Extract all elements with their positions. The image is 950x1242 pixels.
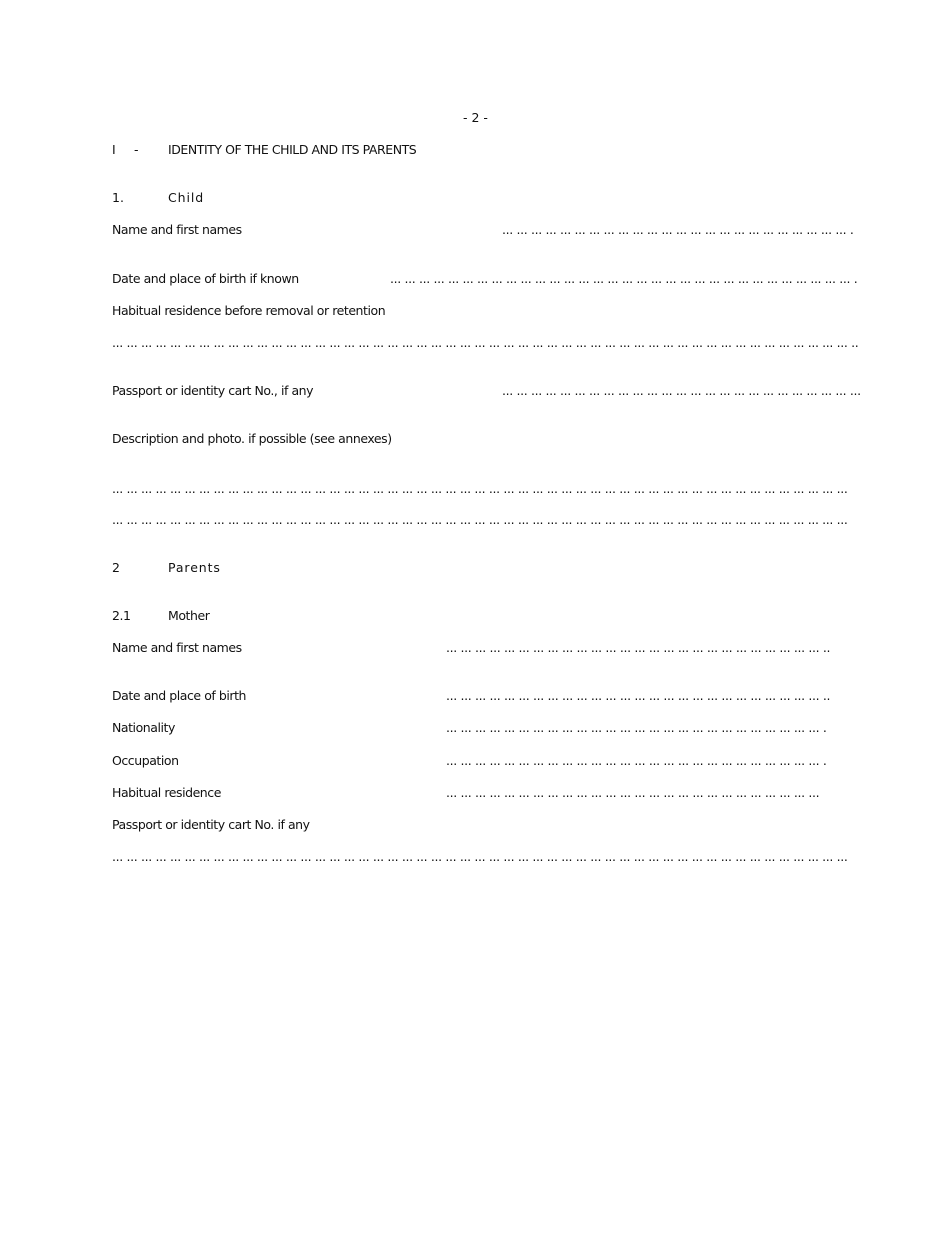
child-birth-label: Date and place of birth if known xyxy=(112,271,299,286)
mother-name-label: Name and first names xyxy=(112,640,242,655)
child-description-field-2[interactable]: ... ... ... ... ... ... ... ... ... ... ... ... ... ... ... ... ... ... ... ... ... ... ... ... ... ... ... ... ... ... ... ... ... ... ... ... ... ... ... ... ... ... ... ... ... ... ... ... ... ... ... xyxy=(112,512,848,527)
section-dash: - xyxy=(134,142,139,157)
child-residence-label: Habitual residence before removal or retention xyxy=(112,303,386,318)
page-number: - 2 - xyxy=(463,110,488,125)
mother-nationality-field[interactable]: ... ... ... ... ... ... ... ... ... ... ... ... ... ... ... ... ... ... ... ... ... ... ... ... ... ... . xyxy=(446,720,827,735)
child-description-field-1[interactable]: ... ... ... ... ... ... ... ... ... ... ... ... ... ... ... ... ... ... ... ... ... ... ... ... ... ... ... ... ... ... ... ... ... ... ... ... ... ... ... ... ... ... ... ... ... ... ... ... ... ... ... xyxy=(112,481,848,496)
child-name-field[interactable]: ... ... ... ... ... ... ... ... ... ... ... ... ... ... ... ... ... ... ... ... ... ... ... ... . xyxy=(502,222,854,237)
parents-section-heading: Parents xyxy=(168,560,221,575)
child-name-label: Name and first names xyxy=(112,222,242,237)
child-section-heading: Child xyxy=(168,190,205,205)
mother-passport-field[interactable]: ... ... ... ... ... ... ... ... ... ... ... ... ... ... ... ... ... ... ... ... ... ... ... ... ... ... ... ... ... ... ... ... ... ... ... ... ... ... ... ... ... ... ... ... ... ... ... ... ... ... ... xyxy=(112,849,848,864)
child-section-number: 1. xyxy=(112,190,124,205)
mother-birth-field[interactable]: ... ... ... ... ... ... ... ... ... ... ... ... ... ... ... ... ... ... ... ... ... ... ... ... ... ... .. xyxy=(446,688,831,703)
mother-section-heading: Mother xyxy=(168,608,210,623)
mother-residence-field[interactable]: ... ... ... ... ... ... ... ... ... ... ... ... ... ... ... ... ... ... ... ... ... ... ... ... ... ... xyxy=(446,785,820,800)
mother-passport-label: Passport or identity cart No. if any xyxy=(112,817,310,832)
child-passport-field[interactable]: ... ... ... ... ... ... ... ... ... ... ... ... ... ... ... ... ... ... ... ... ... ... ... ... ... xyxy=(502,383,861,398)
section-roman-numeral: I xyxy=(112,142,116,157)
child-description-label: Description and photo. if possible (see annexes) xyxy=(112,431,392,446)
mother-occupation-label: Occupation xyxy=(112,753,179,768)
section-title: IDENTITY OF THE CHILD AND ITS PARENTS xyxy=(168,142,417,157)
mother-nationality-label: Nationality xyxy=(112,720,175,735)
mother-section-number: 2.1 xyxy=(112,608,131,623)
child-birth-field[interactable]: ... ... ... ... ... ... ... ... ... ... ... ... ... ... ... ... ... ... ... ... ... ... ... ... ... ... ... ... ... ... ... ... . xyxy=(390,271,858,286)
mother-name-field[interactable]: ... ... ... ... ... ... ... ... ... ... ... ... ... ... ... ... ... ... ... ... ... ... ... ... ... ... .. xyxy=(446,640,831,655)
child-passport-label: Passport or identity cart No., if any xyxy=(112,383,314,398)
mother-occupation-field[interactable]: ... ... ... ... ... ... ... ... ... ... ... ... ... ... ... ... ... ... ... ... ... ... ... ... ... ... . xyxy=(446,753,827,768)
mother-birth-label: Date and place of birth xyxy=(112,688,246,703)
child-residence-field[interactable]: ... ... ... ... ... ... ... ... ... ... ... ... ... ... ... ... ... ... ... ... ... ... ... ... ... ... ... ... ... ... ... ... ... ... ... ... ... ... ... ... ... ... ... ... ... ... ... ... ... ... ... .. xyxy=(112,335,859,350)
mother-residence-label: Habitual residence xyxy=(112,785,221,800)
parents-section-number: 2 xyxy=(112,560,120,575)
